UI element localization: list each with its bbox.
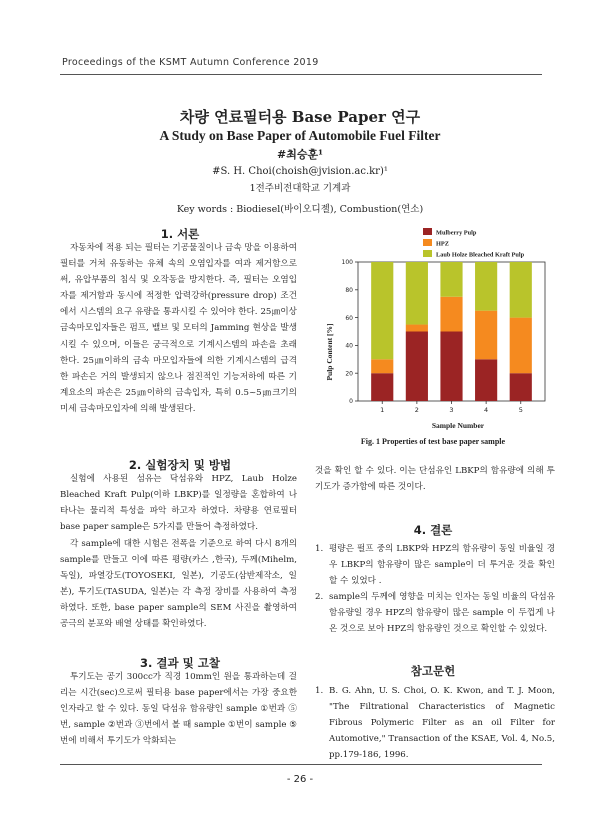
bar-segment — [406, 325, 428, 332]
y-tick-label: 40 — [345, 342, 353, 350]
bar-segment — [406, 262, 428, 325]
conclusion-item-number: 2. — [315, 592, 324, 603]
bar-segment — [510, 262, 532, 318]
method-heading: 2. 실험장치 및 방법 — [128, 458, 232, 472]
bar-segment — [371, 359, 393, 373]
proceedings-header: Proceedings of the KSMT Autumn Conference 2019 — [62, 57, 319, 68]
conclusion-item-text: 평량은 펄프 중의 LBKP와 HPZ의 함유량이 동일 비율일 경우 LBKP의 함유량이 많은 sample이 더 투거운 것을 확인할 수 있었다 . — [329, 544, 555, 587]
legend-swatch — [423, 250, 432, 257]
method-paragraph-2: 각 sample에 대한 시험은 전폭을 기준으로 하여 다시 8개의 sample를 만들고 이에 따른 평량(카스 ,한국), 두께(Mihelm, 독일), 파열강도(TOYOSEKI, 일본), 기공도(삼반제작소, 일본), 투기도(TASUDA, 일본)는 각 측정 장비를 사용하여 측정하였다. 또한, base paper sample의 SEM 사진을 촬영하여 공극의 분포와 배열 상태를 확인하였다. — [60, 539, 297, 630]
bar-segment — [475, 262, 497, 311]
header-rule — [60, 74, 542, 75]
reference-item — [315, 683, 555, 763]
intro-heading: 1. 서론 — [160, 227, 200, 241]
bar-segment — [475, 359, 497, 401]
x-tick-label: 2 — [414, 406, 419, 414]
y-tick-label: 0 — [349, 398, 353, 406]
bar-segment — [510, 318, 532, 374]
author-korean: #최승훈¹ — [277, 148, 323, 161]
reference-number: 1. — [315, 686, 324, 696]
method-paragraph-1: 실험에 사용된 섬유는 닥섬유와 HPZ, Laub Holze Bleached Kraft Pulp(이하 LBKP)를 일정량을 혼합하여 나타나는 물리적 특성을 파악 하고자 하였다. 차량용 연료필터 base paper sample은 5가지를 만들어 측정하였다. — [60, 474, 297, 533]
bar-segment — [440, 332, 462, 402]
legend-swatch — [423, 228, 432, 235]
legend-swatch — [423, 239, 432, 246]
title-korean: 차량 연료필터용 Base Paper 연구 — [179, 108, 421, 126]
results-paragraph-2: 것을 확인 할 수 있다. 이는 단섬유인 LBKP의 함유량에 의해 투기도가 증가함에 따른 것이다. — [315, 466, 555, 493]
legend-label: Laub Holze Bleached Kraft Pulp — [436, 251, 525, 259]
bar-segment — [406, 332, 428, 402]
conclusion-item-text: sample의 두께에 영향을 미치는 인자는 동일 비율의 닥섬유 함유량일 경우 HPZ의 함유량이 많은 sample 이 두껍게 나온 것으로 보아 HPZ의 함유량인 것으로 확인할 수 있었다. — [329, 592, 555, 635]
bar-segment — [440, 262, 462, 297]
affiliation: 1전주비전대학교 기계과 — [249, 183, 351, 194]
x-tick-label: 5 — [518, 406, 523, 414]
y-tick-label: 20 — [345, 370, 353, 378]
legend-label: Mulberry Pulp — [436, 229, 477, 237]
footer-rule — [60, 764, 542, 765]
x-tick-label: 1 — [380, 406, 385, 414]
conclusion-list — [315, 541, 555, 638]
bar-segment — [371, 373, 393, 401]
bar-segment — [371, 262, 393, 359]
bar-segment — [440, 297, 462, 332]
keywords: Key words : Biodiesel(바이오디젤), Combustion(연소) — [176, 204, 424, 215]
y-tick-label: 100 — [341, 259, 353, 267]
chart-legend — [423, 228, 525, 259]
y-tick-label: 60 — [345, 314, 353, 322]
page-number: - 26 - — [286, 774, 314, 785]
figure-caption: Fig. 1 Properties of test base paper sample — [360, 437, 506, 446]
x-tick-label: 3 — [449, 406, 454, 414]
y-tick-label: 80 — [345, 287, 353, 294]
legend-label: HPZ — [436, 240, 449, 248]
pulp-content-chart — [313, 222, 553, 432]
x-axis-label: Sample Number — [431, 421, 485, 430]
bar-segment — [510, 373, 532, 401]
title-english: A Study on Base Paper of Automobile Fuel Filter — [159, 128, 441, 143]
bar-segment — [475, 311, 497, 360]
conclusion-item — [315, 541, 555, 589]
y-axis-label: Pulp Content [%] — [325, 323, 334, 381]
results-paragraph-1: 투기도는 공기 300cc가 직경 10mm인 원을 통과하는데 걸리는 시간(sec)으로써 필터용 base paper에서는 가장 중요한 인자라고 할 수 있다. 동일 닥섬유 함유량인 sample ①번과 ⑤번, sample ②번과 ③번에서 볼 때 sample ①번이 sample ⑤번에 비해서 투기도가 악화되는 — [60, 672, 297, 747]
conclusion-heading: 4. 결론 — [413, 523, 453, 537]
conclusion-item-number: 1. — [315, 544, 324, 554]
reference-text: B. G. Ahn, U. S. Choi, O. K. Kwon, and T. J. Moon, "The Filtrational Characteristics of Magnetic Fibrous Polymeric Filter as an oil Filter for Automotive," Transaction of the KSAE, Vol. 4, No.5, pp.179-186, 1996. — [329, 686, 555, 761]
intro-paragraph: 자동차에 적용 되는 필터는 기공물질이나 금속 망을 이용하여 필터를 거쳐 유동하는 유체 속의 오염입자를 여과 제거함으로써, 유압부품의 침식 및 오작동을 방지한다. 즉, 필터는 오염입자를 제거함과 동시에 적정한 압력강하(pressure drop) 조건에서 시스템의 요구 유량을 통과시킬 수 있어야 한다. 25㎛이상 금속마모입자들은 펌프, 밸브 및 모터의 Jamming 현상을 발생시킬 수 있으며, 이들은 궁극적으로 기계시스템의 파손을 초래한다. 25㎛이하의 금속 마모입자들에 의한 기계시스템의 급격한 파손은 거의 발생되지 않으나 점진적인 기능저하에 따른 기계요소의 파손은 25㎛이하의 금속입자, 특히 0.5~5㎛크기의 미세 금속마모입자에 의해 발생된다. — [60, 243, 297, 414]
author-email: #S. H. Choi(choish@jvision.ac.kr)¹ — [212, 166, 388, 177]
results-heading: 3. 결과 및 고찰 — [140, 656, 220, 670]
conclusion-item — [315, 589, 555, 637]
references-heading: 참고문헌 — [410, 664, 456, 678]
x-tick-label: 4 — [484, 406, 489, 414]
